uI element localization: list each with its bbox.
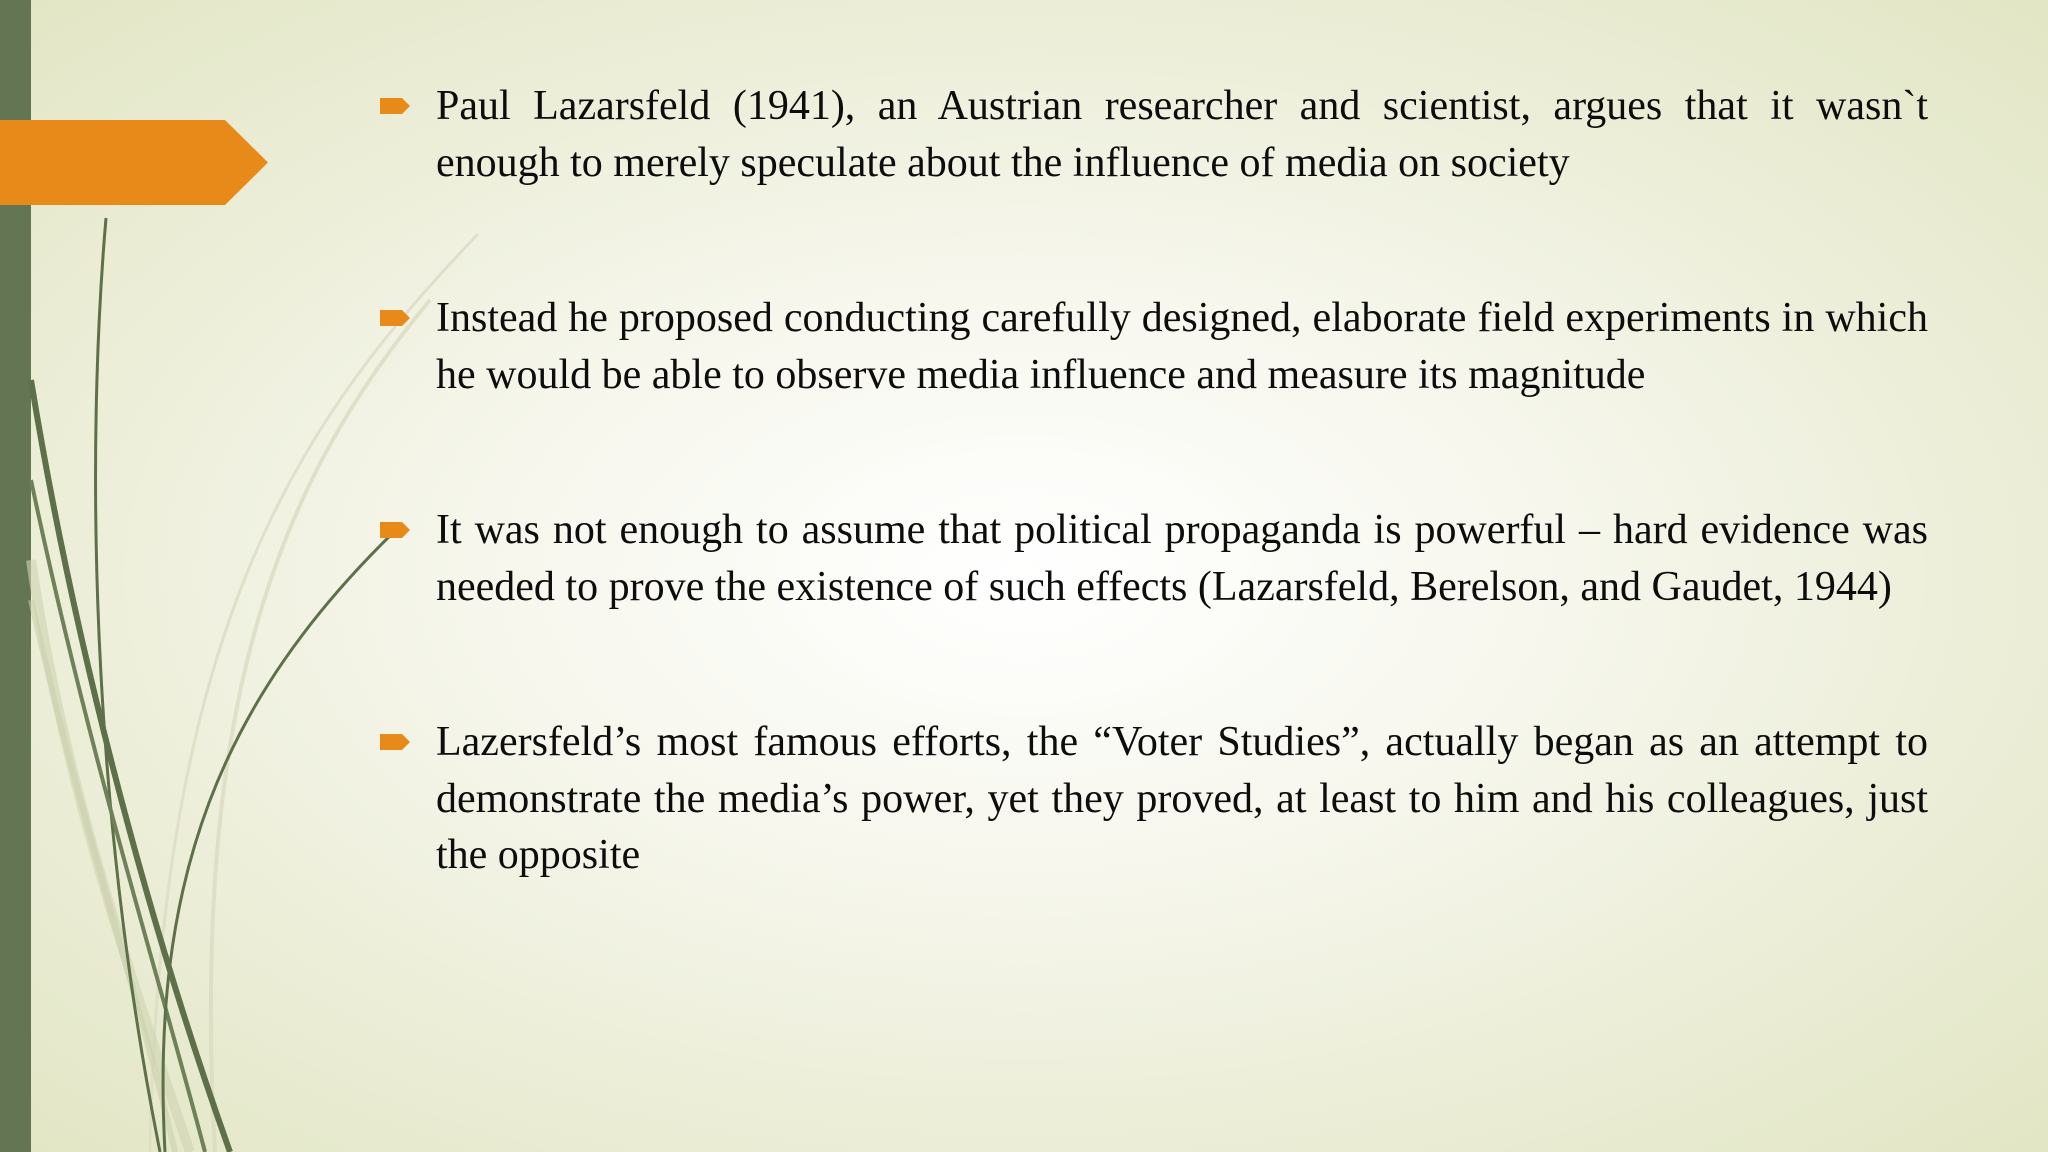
- bullet-list: [378, 78, 1928, 884]
- bullet-item: [378, 78, 1928, 191]
- bullet-text: Instead he proposed conducting carefully designed, elaborate field experiments in which he would be able to observe media influence and measure its magnitude: [436, 295, 1928, 398]
- bullet-item: [378, 714, 1928, 884]
- bullet-item: [378, 502, 1928, 615]
- arrow-bullet-icon: [378, 308, 412, 328]
- orange-arrow-tab: [0, 120, 270, 205]
- arrow-bullet-icon: [378, 732, 412, 752]
- bullet-text: Paul Lazarsfeld (1941), an Austrian researcher and scientist, argues that it wasn`t enough to merely speculate about the influence of media on society: [436, 83, 1928, 186]
- arrow-bullet-icon: [378, 520, 412, 540]
- arrow-bullet-icon: [378, 96, 412, 116]
- bullet-text: It was not enough to assume that political propaganda is powerful – hard evidence was needed to prove the existence of such effects (Lazarsfeld, Berelson, and Gaudet, 1944): [436, 507, 1928, 610]
- bullet-text: Lazersfeld’s most famous efforts, the “Voter Studies”, actually began as an attempt to demonstrate the media’s power, yet they proved, at least to him and his colleagues, just the opposite: [436, 719, 1928, 878]
- bullet-item: [378, 290, 1928, 403]
